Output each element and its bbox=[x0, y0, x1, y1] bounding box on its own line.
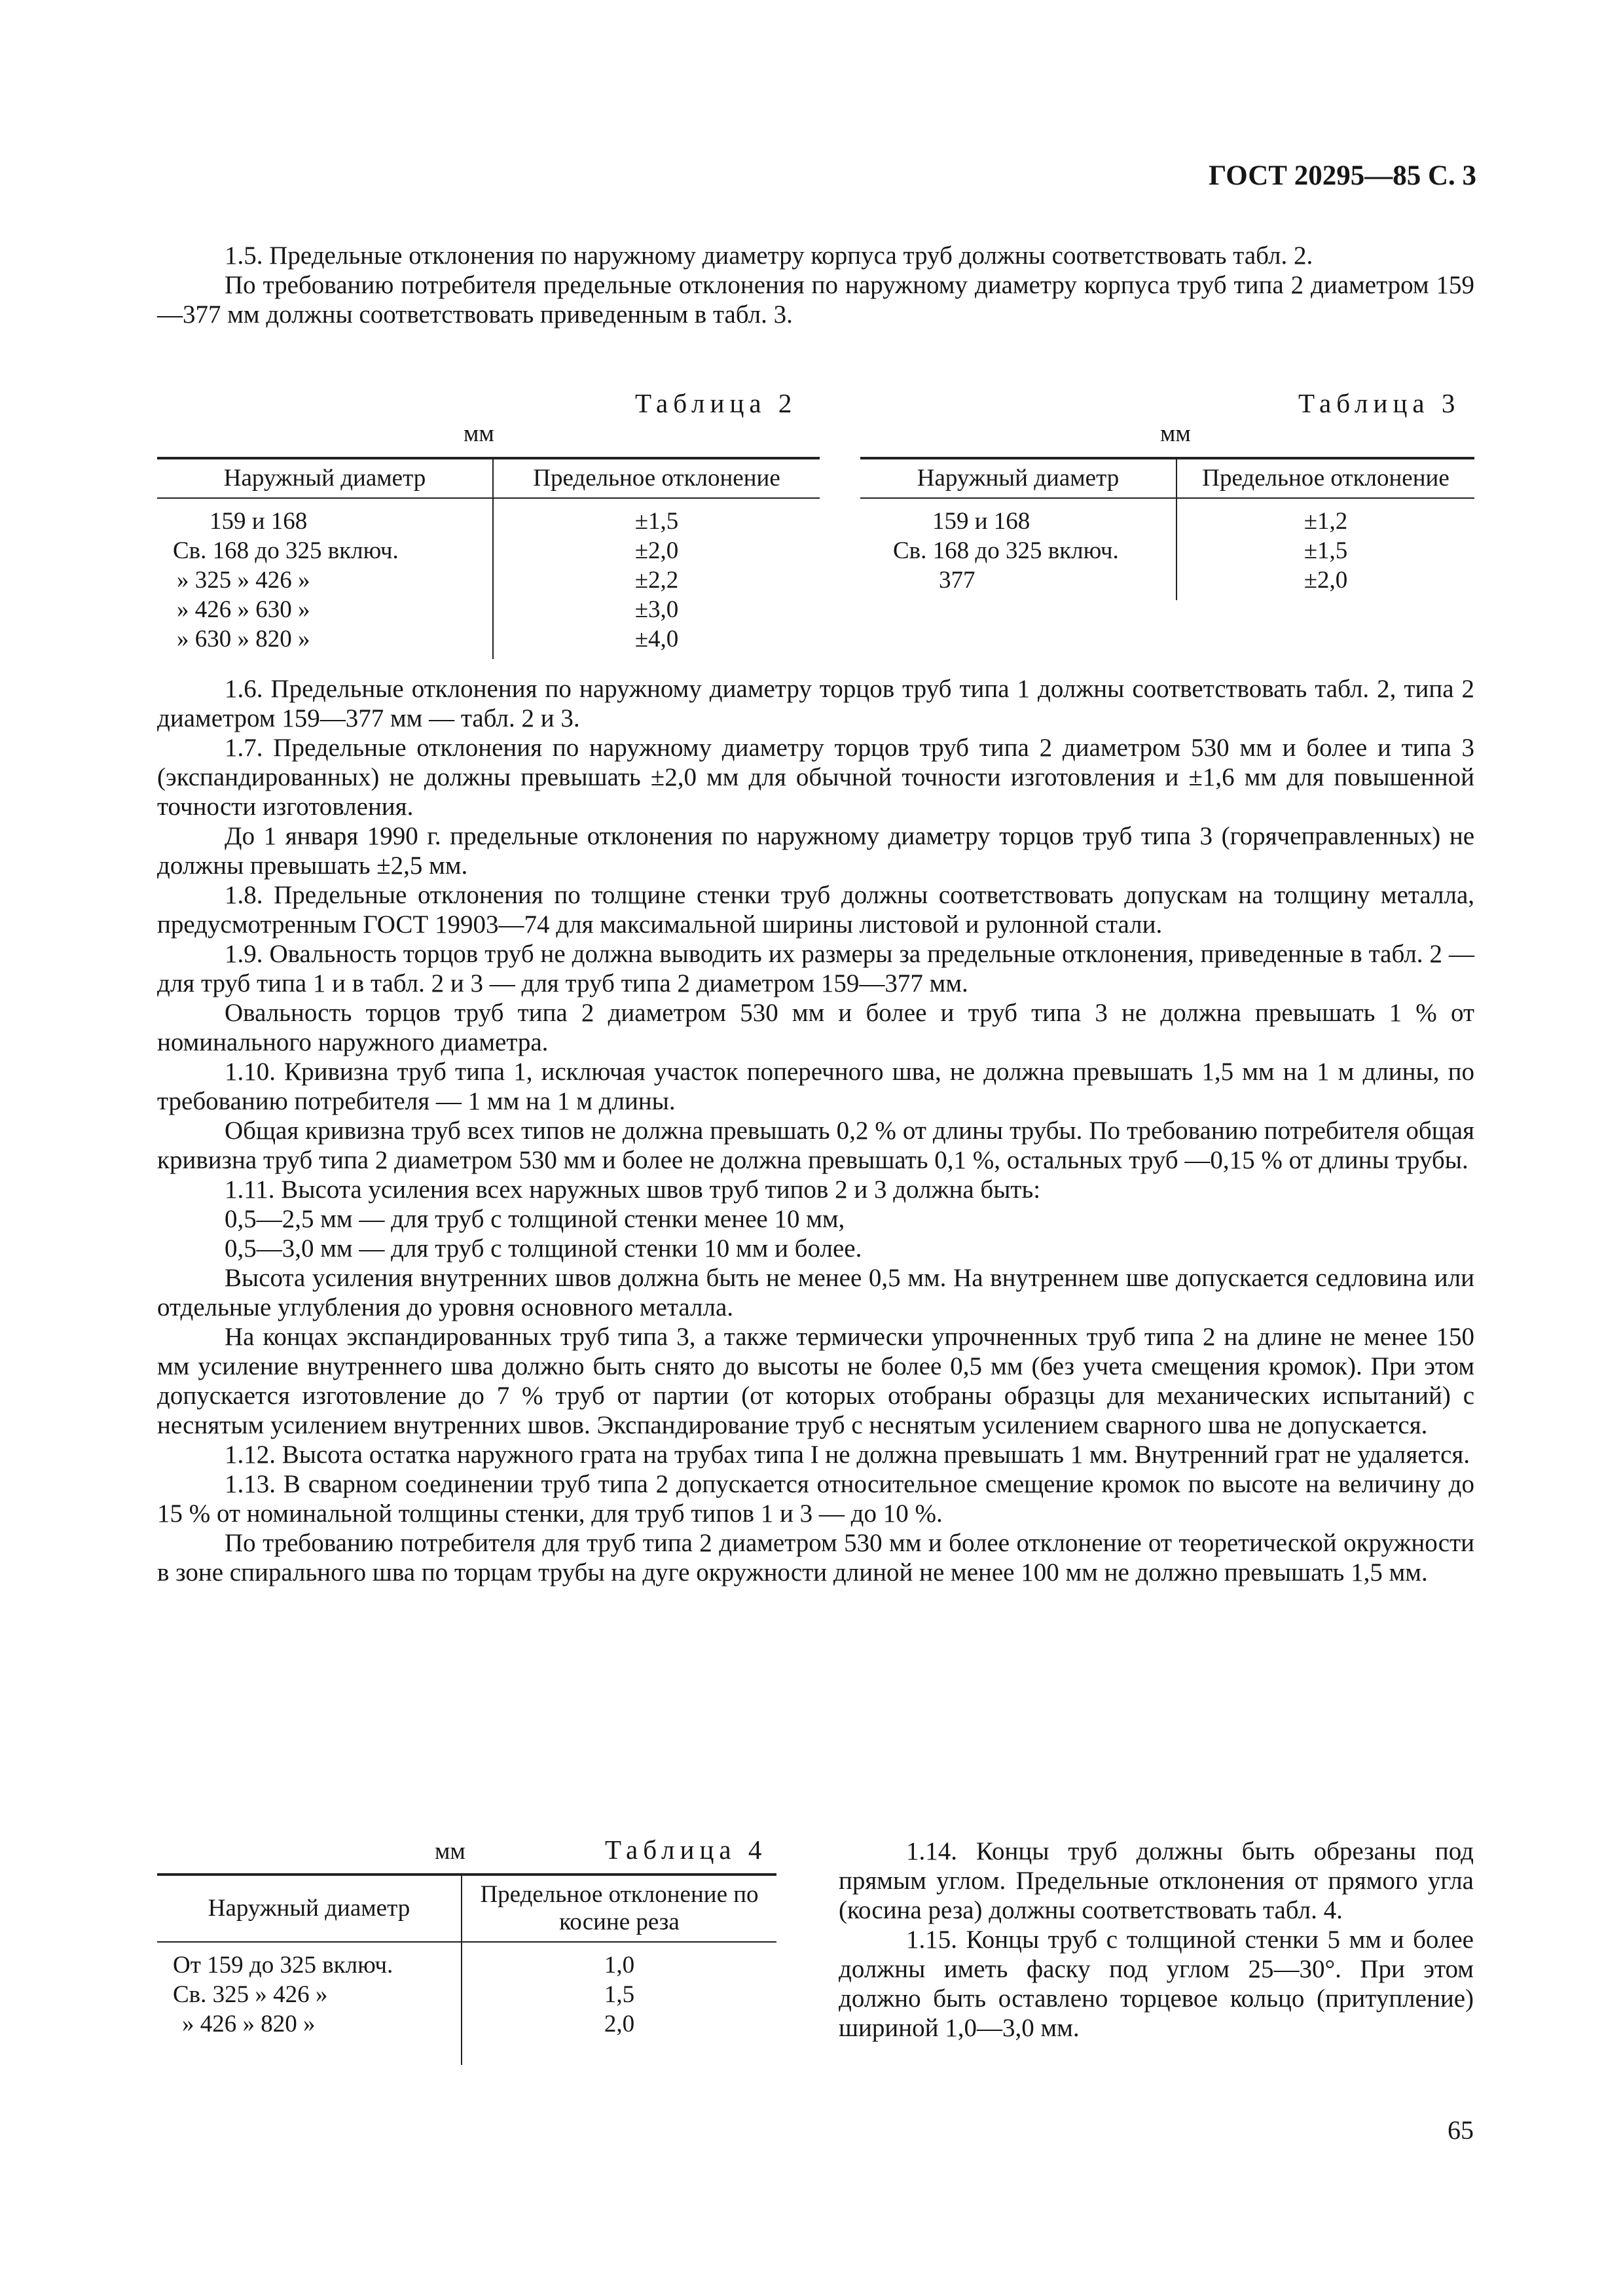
table-row: Св. 325 » 426 » 1,5 bbox=[157, 1980, 776, 2009]
paragraph: 1.8. Предельные отклонения по толщине стенки труб должны соответствовать допускам на толщину металла, предусмотренным ГОСТ 19903—74 для максимальной ширины листовой и рулонной стали. bbox=[157, 881, 1474, 939]
intro-text bbox=[157, 241, 1474, 329]
side-text bbox=[839, 1837, 1474, 2043]
paragraph: 1.7. Предельные отклонения по наружному диаметру торцов труб типа 2 диаметром 530 мм и более и типа 3 (экспандированных) не должны превышать ±2,0 мм для обычной точности изготовления и ±1,6 мм для повышенной точности изготовления. bbox=[157, 734, 1474, 821]
table3-caption: Таблица 3 bbox=[1298, 388, 1461, 418]
paragraph: 1.9. Овальность торцов труб не должна выводить их размеры за предельные отклонения, приведенные в табл. 2 — для труб типа 1 и в табл. 2 и 3 — для труб типа 2 диаметром 159—377 мм. bbox=[157, 940, 1474, 997]
table3-unit: мм bbox=[1160, 420, 1191, 447]
paragraph: На концах экспандированных труб типа 3, а также термически упрочненных труб типа 2 на длине не менее 150 мм усиление внутреннего шва должно быть снято до высоты не более 0,5 мм (без учета смещения кромок). При этом допускается изготовление до 7 % труб от партии (от которых отобраны образцы для механических испытаний) с неснятым усилением внутренних швов. Экспандирование труб с неснятым усилением сварного шва не допускается. bbox=[157, 1323, 1474, 1439]
table2-caption: Таблица 2 bbox=[635, 388, 797, 418]
paragraph: Овальность торцов труб типа 2 диаметром 530 мм и более и труб типа 3 не должна превышать 1 % от номинального наружного диаметра. bbox=[157, 999, 1474, 1056]
table-row: 159 и 168 ±1,5 bbox=[157, 498, 820, 536]
paragraph: 1.14. Концы труб должны быть обрезаны под прямым углом. Предельные отклонения от прямого угла (косина реза) должны соответствовать табл. 4. bbox=[839, 1837, 1474, 1924]
table4-header-deviation: Предельное отклонение по косине реза bbox=[462, 1874, 776, 1942]
table3 bbox=[860, 457, 1474, 600]
main-text bbox=[157, 674, 1474, 1587]
table4 bbox=[157, 1873, 776, 2065]
table3-header-deviation: Предельное отклонение bbox=[1176, 458, 1474, 498]
table2-header-deviation: Предельное отклонение bbox=[493, 458, 820, 498]
paragraph: 0,5—3,0 мм — для труб с толщиной стенки 10 мм и более. bbox=[225, 1234, 862, 1263]
paragraph: 1.10. Кривизна труб типа 1, исключая участок поперечного шва, не должна превышать 1,5 мм на 1 м длины, по требованию потребителя — 1 мм на 1 м длины. bbox=[157, 1058, 1474, 1115]
paragraph: 0,5—2,5 мм — для труб с толщиной стенки менее 10 мм, bbox=[225, 1205, 845, 1233]
table-row: » 630 » 820 » ±4,0 bbox=[157, 624, 820, 659]
table-row: 159 и 168 ±1,2 bbox=[860, 498, 1474, 536]
table2 bbox=[157, 457, 820, 659]
page-header: ГОСТ 20295—85 С. 3 bbox=[1208, 160, 1476, 191]
paragraph: 1.13. В сварном соединении труб типа 2 допускается относительное смещение кромок по высоте на величину до 15 % от номинальной толщины стенки, для труб типов 1 и 3 — до 10 %. bbox=[157, 1470, 1474, 1528]
table-row: От 159 до 325 включ. 1,0 bbox=[157, 1942, 776, 1980]
paragraph: 1.11. Высота усиления всех наружных швов труб типов 2 и 3 должна быть: bbox=[225, 1175, 1041, 1204]
table4-unit: мм bbox=[435, 1838, 465, 1865]
paragraph: Общая кривизна труб всех типов не должна превышать 0,2 % от длины трубы. По требованию потребителя общая кривизна труб типа 2 диаметром 530 мм и более не должна превышать 0,1 %, остальных труб —0,15 % от длины трубы. bbox=[157, 1117, 1474, 1174]
paragraph: Высота усиления внутренних швов должна быть не менее 0,5 мм. На внутреннем шве допускается седловина или отдельные углубления до уровня основного металла. bbox=[157, 1264, 1474, 1321]
table-row: » 426 » 820 » 2,0 bbox=[157, 2009, 776, 2065]
table-row: 377 ±2,0 bbox=[860, 565, 1474, 600]
table2-unit: мм bbox=[464, 420, 494, 447]
paragraph: До 1 января 1990 г. предельные отклонения по наружному диаметру торцов труб типа 3 (горячеправленных) не должны превышать ±2,5 мм. bbox=[157, 822, 1474, 880]
table3-header-diameter: Наружный диаметр bbox=[860, 458, 1176, 498]
table-row: Св. 168 до 325 включ. ±2,0 bbox=[157, 536, 820, 565]
paragraph: 1.15. Концы труб с толщиной стенки 5 мм и более должны иметь фаску под углом 25—30°. При этом должно быть оставлено торцевое кольцо (притупление) шириной 1,0—3,0 мм. bbox=[839, 1926, 1474, 2042]
paragraph: По требованию потребителя для труб типа 2 диаметром 530 мм и более отклонение от теоретической окружности в зоне спирального шва по торцам трубы на дуге окружности длиной не менее 100 мм не должно превышать 1,5 мм. bbox=[157, 1529, 1474, 1587]
paragraph: 1.6. Предельные отклонения по наружному диаметру торцов труб типа 1 должны соответствовать табл. 2, типа 2 диаметром 159—377 мм — табл. 2 и 3. bbox=[157, 675, 1474, 732]
table2-header-diameter: Наружный диаметр bbox=[157, 458, 493, 498]
table-row: Св. 168 до 325 включ. ±1,5 bbox=[860, 536, 1474, 565]
paragraph: По требованию потребителя предельные отклонения по наружному диаметру корпуса труб типа 2 диаметром 159—377 мм должны соответствовать приведенным в табл. 3. bbox=[157, 271, 1474, 329]
page-number: 65 bbox=[1448, 2115, 1474, 2145]
table-row: » 325 » 426 » ±2,2 bbox=[157, 565, 820, 595]
table4-caption: Таблица 4 bbox=[605, 1835, 767, 1865]
table-row: » 426 » 630 » ±3,0 bbox=[157, 595, 820, 624]
paragraph: 1.12. Высота остатка наружного грата на трубах типа I не должна превышать 1 мм. Внутренний грат не удаляется. bbox=[225, 1441, 1470, 1469]
paragraph: 1.5. Предельные отклонения по наружному диаметру корпуса труб должны соответствовать табл. 2. bbox=[225, 242, 1313, 270]
table4-header-diameter: Наружный диаметр bbox=[157, 1874, 462, 1942]
